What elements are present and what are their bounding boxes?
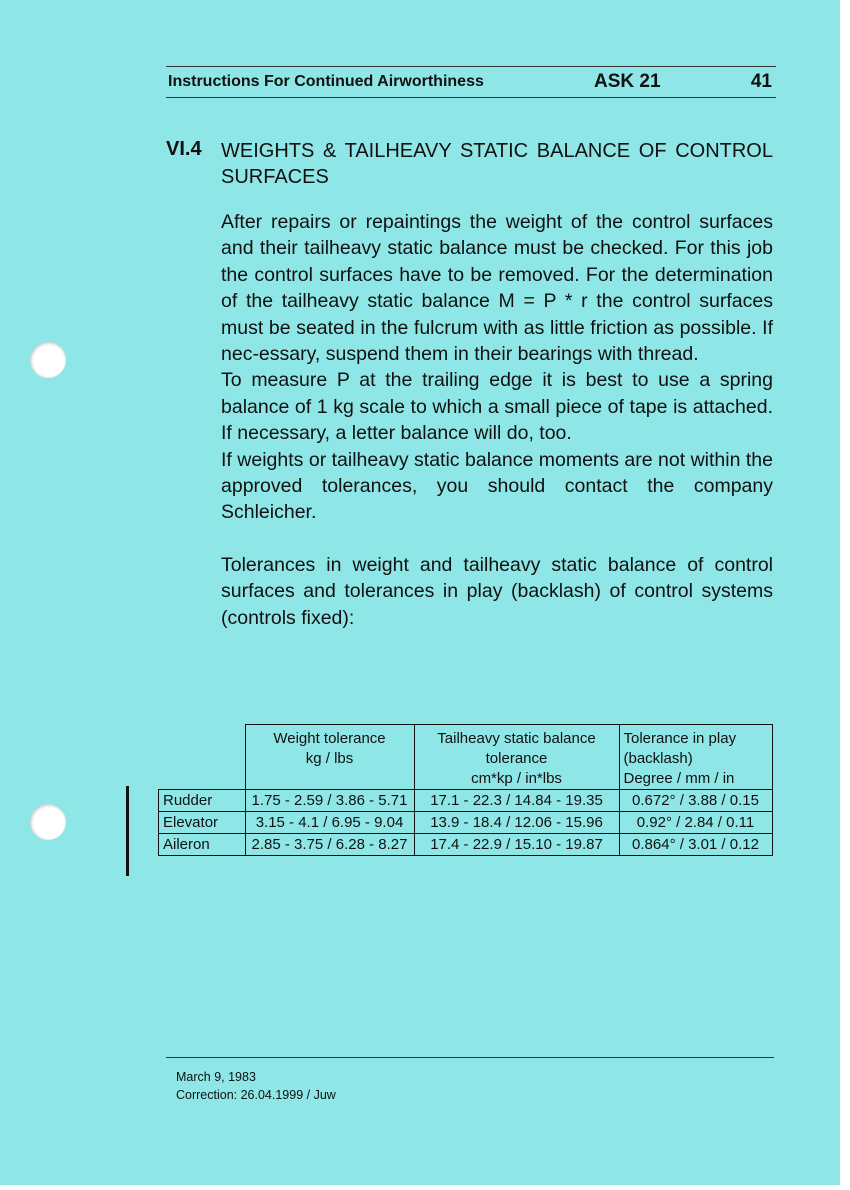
row-label: Rudder xyxy=(159,790,246,812)
paragraph: If weights or tailheavy static balance moments are not within the approved tolerances, you should contact the company Schleicher. xyxy=(221,448,773,524)
column-header-weight: Weight tolerance kg / lbs xyxy=(245,725,414,790)
column-header-play: Tolerance in play (backlash) Degree / mm / in xyxy=(619,725,772,790)
tolerance-table xyxy=(158,724,773,856)
table-row xyxy=(159,812,773,834)
weight-cell: 3.15 - 4.1 / 6.95 - 9.04 xyxy=(245,812,414,834)
footer-divider xyxy=(166,1057,774,1058)
row-label: Aileron xyxy=(159,834,246,856)
table-header-row xyxy=(159,725,773,790)
balance-cell: 17.4 - 22.9 / 15.10 - 19.87 xyxy=(414,834,619,856)
play-cell: 0.672° / 3.88 / 0.15 xyxy=(619,790,772,812)
section-title: WEIGHTS & TAILHEAVY STATIC BALANCE OF CONTROL SURFACES xyxy=(221,140,773,188)
paragraph: Tolerances in weight and tailheavy static balance of control surfaces and tolerances in play (backlash) of control systems (controls fixed): xyxy=(221,553,773,629)
table-row xyxy=(159,790,773,812)
column-header-balance: Tailheavy static balance tolerance cm*kp / in*lbs xyxy=(414,725,619,790)
punch-hole-bottom xyxy=(30,804,66,840)
page-footer xyxy=(176,1068,336,1104)
play-cell: 0.864° / 3.01 / 0.12 xyxy=(619,834,772,856)
footer-date: March 9, 1983 xyxy=(176,1070,256,1084)
page-header xyxy=(166,66,776,98)
weight-cell: 1.75 - 2.59 / 3.86 - 5.71 xyxy=(245,790,414,812)
tolerance-table-wrapper xyxy=(158,724,773,856)
balance-cell: 17.1 - 22.3 / 14.84 - 19.35 xyxy=(414,790,619,812)
body-text xyxy=(221,209,773,631)
section-number: VI.4 xyxy=(166,138,202,160)
table-row xyxy=(159,834,773,856)
paragraph: To measure P at the trailing edge it is best to use a spring balance of 1 kg scale to which a small piece of tape is attached. If necessary, a letter balance will do, too. xyxy=(221,369,773,445)
balance-cell: 13.9 - 18.4 / 12.06 - 15.96 xyxy=(414,812,619,834)
header-document-title: Instructions For Continued Airworthiness xyxy=(168,73,484,90)
footer-correction: Correction: 26.04.1999 / Juw xyxy=(176,1088,336,1102)
revision-bar xyxy=(126,786,129,876)
row-label: Elevator xyxy=(159,812,246,834)
punch-hole-top xyxy=(30,342,66,378)
paragraph: After repairs or repaintings the weight of the control surfaces and their tailheavy static balance must be checked. For this job the control surfaces have to be removed. For the determination of the tailheavy static balance M = P * r the control surfaces must be seated in the fulcrum with as little friction as possible. If nec-essary, suspend them in their bearings with thread. xyxy=(221,211,773,366)
table-corner-cell xyxy=(159,725,246,790)
header-page-number: 41 xyxy=(750,71,772,92)
header-model: ASK 21 xyxy=(594,71,661,92)
play-cell: 0.92° / 2.84 / 0.11 xyxy=(619,812,772,834)
weight-cell: 2.85 - 3.75 / 6.28 - 8.27 xyxy=(245,834,414,856)
